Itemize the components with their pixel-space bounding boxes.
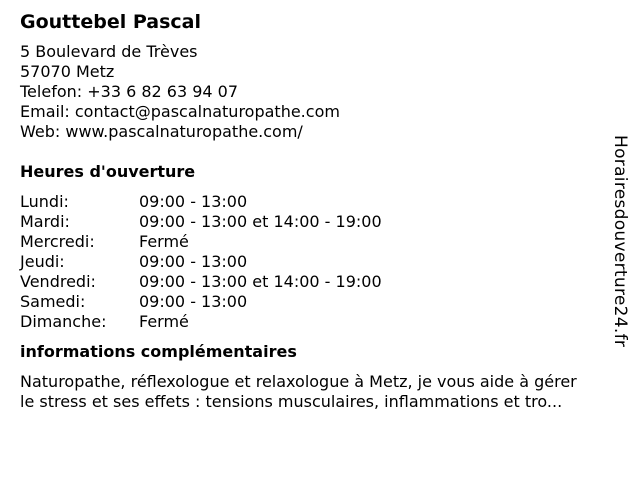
phone-number[interactable]: Telefon: +33 6 82 63 94 07 [20, 82, 239, 101]
hours-day: Vendredi: [20, 272, 96, 291]
hours-time: Fermé [139, 312, 189, 331]
additional-info-heading: informations complémentaires [20, 342, 297, 361]
hours-time: Fermé [139, 232, 189, 251]
hours-time: 09:00 - 13:00 [139, 192, 248, 211]
hours-day: Mercredi: [20, 232, 95, 251]
hours-day: Jeudi: [20, 252, 65, 271]
hours-time: 09:00 - 13:00 [139, 252, 248, 271]
business-card [20, 10, 620, 412]
hours-day: Lundi: [20, 192, 69, 211]
opening-hours-table [20, 192, 620, 332]
address-city: 57070 Metz [20, 62, 115, 81]
hours-time: 09:00 - 13:00 et 14:00 - 19:00 [139, 272, 382, 291]
hours-row-samedi [20, 292, 620, 312]
email-link[interactable]: Email: contact@pascalnaturopathe.com [20, 102, 340, 121]
description-line: le stress et ses effets : tensions musculaires, inflammations et tro... [20, 392, 563, 411]
website-link[interactable]: Web: www.pascalnaturopathe.com/ [20, 122, 303, 141]
opening-hours-heading: Heures d'ouverture [20, 162, 196, 181]
hours-row-mercredi [20, 232, 620, 252]
site-watermark[interactable]: Horairesdouverture24.fr [610, 135, 630, 348]
hours-day: Mardi: [20, 212, 70, 231]
hours-row-lundi [20, 192, 620, 212]
hours-row-dimanche [20, 312, 620, 332]
hours-time: 09:00 - 13:00 [139, 292, 248, 311]
hours-time: 09:00 - 13:00 et 14:00 - 19:00 [139, 212, 382, 231]
address-street: 5 Boulevard de Trèves [20, 42, 198, 61]
hours-row-mardi [20, 212, 620, 232]
description-text [20, 372, 630, 412]
hours-row-jeudi [20, 252, 620, 272]
business-name: Gouttebel Pascal [20, 11, 201, 33]
hours-row-vendredi [20, 272, 620, 292]
hours-day: Dimanche: [20, 312, 107, 331]
description-line: Naturopathe, réflexologue et relaxologue à Metz, je vous aide à gérer [20, 372, 577, 391]
contact-block [20, 42, 620, 142]
hours-day: Samedi: [20, 292, 86, 311]
